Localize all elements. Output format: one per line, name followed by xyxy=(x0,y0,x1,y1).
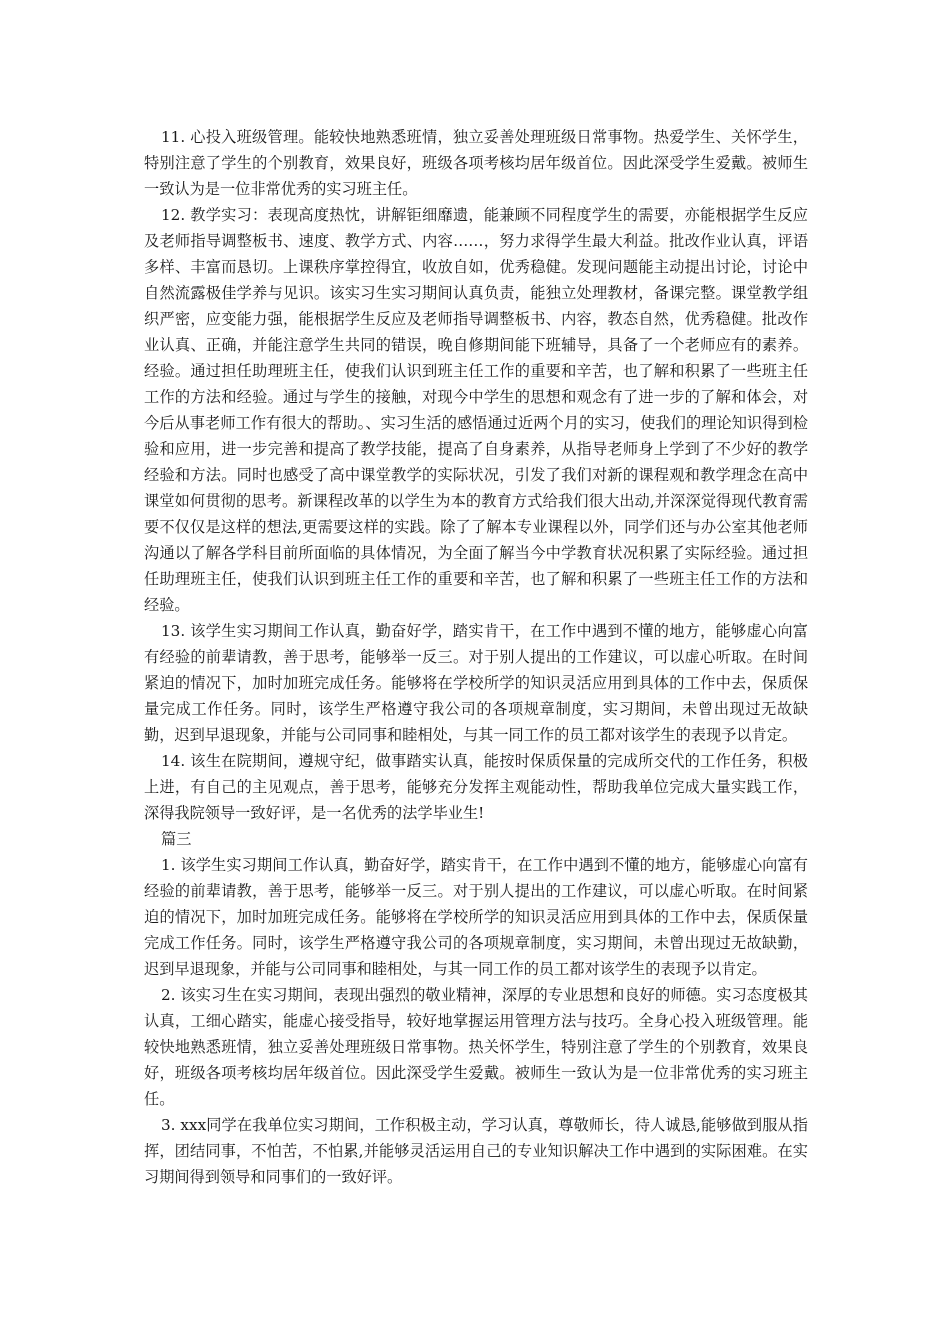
paragraph-2: 2. 该实习生在实习期间，表现出强烈的敬业精神，深厚的专业思想和良好的师德。实习态度极其认真，工细心踏实，能虚心接受指导，较好地掌握运用管理方法与技巧。全身心投入班级管理。能较快地熟悉班情，独立妥善处理班级日常事物。热关怀学生，特别注意了学生的个别教育，效果良好，班级各项考核均居年级首位。因此深受学生爱戴。被师生一致认为是一位非常优秀的实习班主任。 xyxy=(144,986,808,1108)
paragraph-14: 14. 该生在院期间，遵规守纪，做事踏实认真，能按时保质保量的完成所交代的工作任务，积极上进，有自己的主见观点，善于思考，能够充分发挥主观能动性，帮助我单位完成大量实践工作，深得我院领导一致好评，是一名优秀的法学毕业生! xyxy=(144,752,808,822)
paragraph-3: 3. xxx同学在我单位实习期间，工作积极主动，学习认真，尊敬师长，待人诚恳,能够做到服从指挥，团结同事，不怕苦，不怕累,并能够灵活运用自己的专业知识解决工作中遇到的实际困难。在实习期间得到领导和同事们的一致好评。 xyxy=(144,1116,808,1186)
paragraph-12: 12. 教学实习：表现高度热忱，讲解钜细靡遗，能兼顾不同程度学生的需要，亦能根据学生反应及老师指导调整板书、速度、教学方式、内容……，努力求得学生最大利益。批改作业认真，评语多样、丰富而恳切。上课秩序掌控得宜，收放自如，优秀稳健。发现问题能主动提出讨论，讨论中自然流露极佳学养与见识。该实习生实习期间认真负责，能独立处理教材，备课完整。课堂教学组织严密，应变能力强，能根据学生反应及老师指导调整板书、内容，教态自然，优秀稳健。批改作业认真、正确，并能注意学生共同的错误，晚自修期间能下班辅导，具备了一个老师应有的素养。经验。通过担任助理班主任，使我们认识到班主任工作的重要和辛苦，也了解和积累了一些班主任工作的方法和经验。通过与学生的接触，对现今中学生的思想和观念有了进一步的了解和体会，对今后从事老师工作有很大的帮助。、实习生活的感悟通过近两个月的实习，使我们的理论知识得到检验和应用，进一步完善和提高了教学技能，提高了自身素养，从指导老师身上学到了不少好的教学经验和方法。同时也感受了高中课堂教学的实际状况，引发了我们对新的课程观和教学理念在高中课堂如何贯彻的思考。新课程改革的以学生为本的教育方式给我们很大出动,并深深觉得现代教育需要不仅仅是这样的想法,更需要这样的实践。除了了解本专业课程以外，同学们还与办公室其他老师沟通以了解各学科目前所面临的具体情况，为全面了解当今中学教育状况积累了实际经验。通过担任助理班主任，使我们认识到班主任工作的重要和辛苦，也了解和积累了一些班主任工作的方法和经验。 xyxy=(144,206,808,614)
document-body xyxy=(144,124,808,1190)
paragraph-1: 1. 该学生实习期间工作认真，勤奋好学，踏实肯干，在工作中遇到不懂的地方，能够虚心向富有经验的前辈请教，善于思考，能够举一反三。对于别人提出的工作建议，可以虚心听取。在时间紧迫的情况下，加时加班完成任务。能够将在学校所学的知识灵活应用到具体的工作中去，保质保量完成工作任务。同时，该学生严格遵守我公司的各项规章制度，实习期间，未曾出现过无故缺勤，迟到早退现象，并能与公司同事和睦相处，与其一同工作的员工都对该学生的表现予以肯定。 xyxy=(144,856,808,978)
paragraph-11: 11. 心投入班级管理。能较快地熟悉班情，独立妥善处理班级日常事物。热爱学生、关怀学生，特别注意了学生的个别教育，效果良好，班级各项考核均居年级首位。因此深受学生爱戴。被师生一致认为是一位非常优秀的实习班主任。 xyxy=(144,128,808,198)
paragraph-13: 13. 该学生实习期间工作认真，勤奋好学，踏实肯干，在工作中遇到不懂的地方，能够虚心向富有经验的前辈请教，善于思考，能够举一反三。对于别人提出的工作建议，可以虚心听取。在时间紧迫的情况下，加时加班完成任务。能够将在学校所学的知识灵活应用到具体的工作中去，保质保量完成工作任务。同时，该学生严格遵守我公司的各项规章制度，实习期间，未曾出现过无故缺勤，迟到早退现象，并能与公司同事和睦相处，与其一同工作的员工都对该学生的表现予以肯定。 xyxy=(144,622,808,744)
section-heading: 篇三 xyxy=(161,830,192,848)
